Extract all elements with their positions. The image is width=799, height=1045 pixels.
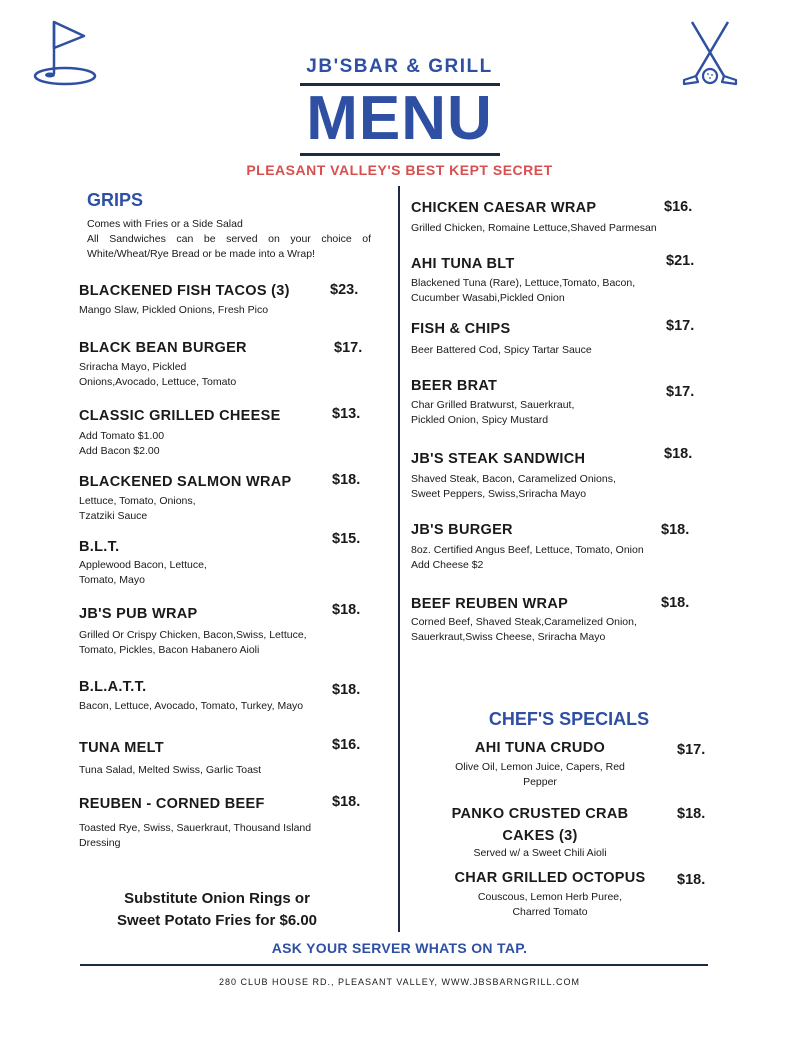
- item-name: CHAR GRILLED OCTOPUS: [454, 870, 646, 886]
- item-price: $15.: [332, 531, 361, 547]
- item-desc: Mango Slaw, Pickled Onions, Fresh Pico: [79, 304, 269, 316]
- item-price: $17.: [666, 384, 695, 400]
- item-name: BEER BRAT: [411, 378, 498, 394]
- item-name: BLACKENED FISH TACOS (3): [79, 283, 290, 299]
- item-desc: Bacon, Lettuce, Avocado, Tomato, Turkey, Mayo: [79, 700, 304, 712]
- item-desc: Shaved Steak, Bacon, Caramelized Onions, Sweet Peppers, Swiss,Sriracha Mayo: [411, 473, 616, 500]
- item-price: $23.: [330, 282, 359, 298]
- item-name: AHI TUNA BLT: [411, 256, 515, 272]
- item-name: FISH & CHIPS: [411, 321, 511, 337]
- item-name: B.L.A.T.T.: [79, 679, 147, 695]
- intro-line-1: Comes with Fries or a Side Salad: [87, 218, 243, 230]
- crossed-golf-clubs-icon: [680, 18, 740, 90]
- chefs-specials-heading: CHEF'S SPECIALS: [488, 709, 650, 729]
- item-desc: 8oz. Certified Angus Beef, Lettuce, Tomato, Onion Add Cheese $2: [411, 544, 644, 571]
- item-price: $16.: [664, 199, 693, 215]
- brand-name: JB'SBAR & GRILL: [306, 56, 493, 77]
- item-desc: Tuna Salad, Melted Swiss, Garlic Toast: [79, 764, 262, 776]
- item-price: $18.: [677, 872, 706, 888]
- item-name: JB'S BURGER: [411, 522, 513, 538]
- item-name: TUNA MELT: [79, 740, 164, 756]
- item-name: JB'S STEAK SANDWICH: [411, 451, 586, 467]
- item-name: BEEF REUBEN WRAP: [411, 596, 569, 612]
- grips-intro: [87, 217, 371, 262]
- item-name: REUBEN - CORNED BEEF: [79, 796, 265, 812]
- item-desc: Grilled Or Crispy Chicken, Bacon,Swiss, Lettuce, Tomato, Pickles, Bacon Habanero Aioli: [79, 629, 307, 656]
- item-name: CHICKEN CAESAR WRAP: [411, 200, 597, 216]
- page-title: MENU: [306, 84, 493, 153]
- item-desc: Grilled Chicken, Romaine Lettuce,Shaved Parmesan: [411, 222, 657, 234]
- item-desc: Blackened Tuna (Rare), Lettuce,Tomato, Bacon, Cucumber Wasabi,Pickled Onion: [411, 277, 636, 304]
- item-desc: Sriracha Mayo, Pickled Onions,Avocado, Lettuce, Tomato: [79, 361, 237, 388]
- item-price: $17.: [666, 318, 695, 334]
- item-price: $16.: [332, 737, 361, 753]
- item-desc: Couscous, Lemon Herb Puree, Charred Tomato: [477, 891, 623, 918]
- item-price: $18.: [332, 602, 361, 618]
- item-name: CLASSIC GRILLED CHEESE: [79, 408, 281, 424]
- item-desc: Served w/ a Sweet Chili Aioli: [473, 847, 607, 859]
- item-name: PANKO CRUSTED CRAB CAKES (3): [451, 806, 629, 844]
- intro-line-2: All Sandwiches can be served on your choice of White/Wheat/Rye Bread or be made into a Wrap!: [87, 233, 371, 260]
- item-price: $18.: [661, 595, 690, 611]
- item-price: $18.: [332, 682, 361, 698]
- item-price: $21.: [666, 253, 695, 269]
- item-desc: Add Tomato $1.00 Add Bacon $2.00: [79, 430, 165, 457]
- footer-address: 280 CLUB HOUSE RD., PLEASANT VALLEY, WWW.JBSBARNGRILL.COM: [218, 977, 581, 987]
- footer-rule: [80, 964, 708, 966]
- item-desc: Lettuce, Tomato, Onions, Tzatziki Sauce: [79, 495, 196, 522]
- item-price: $18.: [664, 446, 693, 462]
- on-tap-note: ASK YOUR SERVER WHATS ON TAP.: [271, 940, 528, 956]
- item-name: B.L.T.: [79, 539, 120, 555]
- item-desc: Beer Battered Cod, Spicy Tartar Sauce: [411, 344, 592, 356]
- tagline: PLEASANT VALLEY'S BEST KEPT SECRET: [246, 162, 553, 178]
- item-price: $17.: [677, 742, 706, 758]
- item-name: BLACKENED SALMON WRAP: [79, 474, 292, 490]
- item-desc: Olive Oil, Lemon Juice, Capers, Red Pepper: [455, 761, 625, 788]
- item-price: $18.: [677, 806, 706, 822]
- substitute-note: Substitute Onion Rings or Sweet Potato Fries for $6.00: [116, 890, 318, 929]
- title-rule-bottom: [300, 153, 500, 156]
- item-desc: Toasted Rye, Swiss, Sauerkraut, Thousand Island Dressing: [79, 822, 312, 849]
- grips-heading: GRIPS: [87, 190, 144, 210]
- item-price: $18.: [661, 522, 690, 538]
- item-price: $17.: [334, 340, 363, 356]
- item-price: $13.: [332, 406, 361, 422]
- item-price: $18.: [332, 794, 361, 810]
- item-desc: Applewood Bacon, Lettuce, Tomato, Mayo: [79, 559, 207, 586]
- item-name: AHI TUNA CRUDO: [474, 740, 606, 756]
- item-price: $18.: [332, 472, 361, 488]
- column-divider: [398, 186, 400, 932]
- item-name: JB'S PUB WRAP: [79, 606, 198, 622]
- item-desc: Char Grilled Bratwurst, Sauerkraut, Pickled Onion, Spicy Mustard: [411, 399, 575, 426]
- item-name: BLACK BEAN BURGER: [79, 340, 247, 356]
- item-desc: Corned Beef, Shaved Steak,Caramelized Onion, Sauerkraut,Swiss Cheese, Sriracha Mayo: [411, 616, 637, 643]
